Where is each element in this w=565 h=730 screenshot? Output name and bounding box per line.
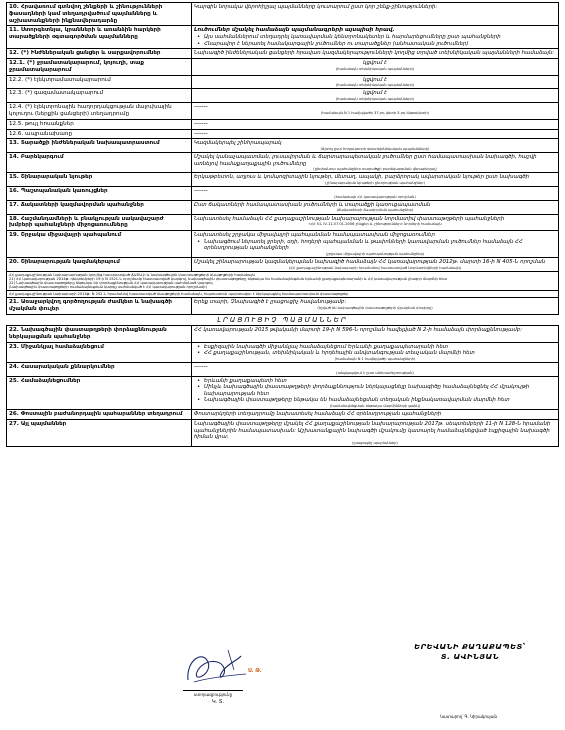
bullet-item: • ՀՀ քաղաքաշինության, տեխնիկական և հրդեհային անվտանգության տեսչական մարմնի հետ [194,350,556,357]
value-text: Երկաթբետոն, աղյուս և կոմպոզիտային նյութեր, մետաղ, ապակի, բարձրորակ ավարտական նյութեր ըստ նախագծի [194,174,530,181]
value-note: (ճշտել ըստ հողակտորի գեոտեխնիկական պայմանների) [320,146,430,151]
conditions-table [6,2,559,447]
extra-conditions-rows [7,326,559,447]
section-title-row [7,315,559,326]
legal-note: 22) Նախագծային փաստաթղթերը ենթակա են փորձաքննության ՀՀ կառավարության սահմանած կարգով [9,281,213,286]
row-label: 26. Փոստային բաժանորդային պահարաններ տեղադրում [7,410,192,420]
value-note: (անցկացվում է ըստ անհրաժեշտության) [336,370,414,375]
table-row [7,26,559,49]
table-row [7,362,559,376]
value-text: Փոստարկղերի տեղադրումը նախատեսել համաձայն ՀՀ օրենսդրության պահանջների [194,411,442,418]
value-note: «ՀՀ ՇՆ IV-11.07.01-2006 շենքեր և շինություններ» նորմերի համաձայն [308,222,442,227]
value-note: (լրացուցիչ պայմաններ) [352,440,398,445]
section-title: ԼՐԱՑՈՒՑԻՉ ՊԱՅՄԱՆՆԵՐ [7,315,559,326]
row-value [192,326,559,343]
value-text: Մշակել շինարարության կազմակերպման նախագիծ համաձայն ՀՀ կառավարության 2012թ. մարտի 16-ի N 405-Ն որոշման [194,259,546,266]
value-text: Նախատեսել շրջակա միջավայրի պահպանման համապատասխան միջոցառումներ [194,232,435,239]
bullet-item: • Նախագծային փաստաթղթերը ենթակա են համաձայնեցման տեղական ինքնակառավարման մարմնի հետ [194,397,556,404]
row-label: 22. Նախագծային փաստաթղթերի փորձաքննության ներկայացման պահանջներ [7,326,192,343]
table-row [7,200,559,214]
table-row [7,342,559,362]
value-text: ------- [194,120,208,127]
row-label: 24. Հասարակական քննարկումներ [7,362,192,376]
table-row [7,103,559,120]
value-note: (համաձայն N 1 հավելվածի 37-րդ կետի 3-րդ ենթակետի) [320,110,430,115]
row-value [192,258,559,272]
table-row [7,153,559,173]
row-label: 21. Առաջարկվող գործողության ժամկետ և նախագծի մշակման փուլեր [7,298,192,315]
row-value [192,231,559,258]
value-text: Կարգին նորակա վերոհիշյալ պայմանները կուտարում ըստ կոր շենք-շինությունների: [194,4,438,10]
row-value [192,420,559,447]
value-title: Լուծումներ մշակել համաձայն պայմանագրերի այսպիսի հրավ. [194,27,395,34]
row-value [192,49,559,59]
value-note: (համաձայն տեխնիկական պայմանների) [335,66,415,71]
row-label: 12.1. (*) ջրամատակարարում, կոյուղի, տաք ջրամատակարարում [7,59,192,76]
row-value [192,139,559,153]
bullet-item: • Մինչև նախագծային փաստաթղթերի փորձաքննություն ներկայացնելը նախագիծը համաձայնեցնել ՀՀ մշակույթի նախարարության հետ [194,384,556,397]
signature-mark-icon [128,640,258,695]
row-label: 15. Շինարարական նյութեր [7,173,192,187]
value-text: ------- [194,104,208,111]
bullet-item: • Հնարավոր է ներառել համակարգային լուծումներ ու տարածքներ (անհատական լուծումներ) [194,41,556,48]
row-label: 17. Ճակատների կազմավորման պահանջներ [7,200,192,214]
row-label: 12.4. (*) էլեկտրոնային հաղորդակցության մալուխային կոյուղու (ներքին ցանցերի) տեղադրումը [7,103,192,120]
value-text: Նախատեսել համաձայն ՀՀ քաղաքաշինության նախարարության նորմատիվ փաստաթղթերի պահանջների [194,215,505,222]
table-row [7,173,559,187]
note-row [7,271,559,291]
row-value [192,298,559,315]
row-value [192,75,559,89]
row-label: 20. Շինարարության կազմակերպում [7,258,192,272]
table-row [7,59,559,76]
table-row [7,420,559,447]
legal-note: 21) ՀՀ կառավարության 2014թ. դեկտեմբերի 19-ի N 1521-Ն որոշմամբ հաստատված կարգով, նախագծային փաստաթղթերը ենթակա են համաձայնեցման Երևանի քաղաքապետարանի և ՀՀ կառավարության լիազոր մարմնի հետ [9,276,448,281]
mayor-title-line: ԵՐԵՎԱՆԻ ՔԱՂԱՔԱՊԵՏ՝ [414,642,526,651]
full-width-notes [7,271,559,291]
value-note: (համաձայն տեխնիկական պայմանների) [335,96,415,101]
value-text: ՀՀ կառավարության 2015 թվականի մարտի 19-ի N 596-Ն որոշման հավելված N 2-ի համաձայն փորձաքննությամբ: [194,327,523,334]
row-value [192,153,559,173]
row-label: 12.5. թույլ հոսանքներ [7,119,192,129]
row-value [192,3,559,26]
value-note: (ընդհանուր պահանջներ տարածքի բարեկարգման վերաբերյալ) [313,167,437,172]
prepared-by: Կատարող՝ Գ. Կիրակոսյան [440,714,498,719]
bullet-item: • Այս սահմաններում տեղադրել կառավարման կենտրոնակետեր և հարմարեցումները ըստ պահանջների [194,34,556,41]
table-row [7,214,559,231]
bullet-item: • Էսքիզային նախագծի միջանկյալ համաձայնեցում Երևանի քաղաքապետարանի հետ [194,344,556,351]
row-value [192,362,559,376]
row-label: 10. Հրավառում գտնվող շենքերի և շինությունների ֆասադների կամ տեղադրվածում պայմանները և աշխատանքների ինքնավերադարձը [7,3,192,26]
value-text: կցվում է [363,60,387,67]
table-row [7,129,559,139]
row-value [192,89,559,103]
value-text: Երեք տարի, Չնախագիծ է լրացուցիչ հավանությամբ: [194,299,347,306]
value-note: (նշված են նախագծային փաստաթղթերի մշակման փուլերը) [317,306,433,310]
value-note: (համաձայն ՀՀ կառավարության որոշման) [334,194,416,199]
row-label: 19. Շրջակա միջավայրի պահպանում [7,231,192,258]
value-text: Կազմակերպել շինհրապարակ [194,140,282,147]
row-label: 12.6. ապրանախառը [7,129,192,139]
row-value [192,214,559,231]
row-value [192,200,559,214]
table-row [7,187,559,201]
value-note: (համաձայն N 1 հավելվածի պահանջների) [334,356,416,361]
row-value [192,376,559,410]
value-note: (համաձայն տեխնիկական պայմանների) [335,83,415,88]
mayor-name: Տ. ԱՎԻՆՅԱՆ [440,651,500,661]
row-label: 12. (*) Ինժեներական ցանցեր և սարքավորումներ [7,49,192,59]
form-note: ՀՀ քաղաքաշինության նախարարի 2014թ. N 252-Ն հրամանով հաստատված ձևաթղթերի համաձայն, հայտատուն պարտավոր է ներկայացնել համապատասխան փաստաթղթեր [7,291,559,298]
table-row [7,119,559,129]
table-row [7,258,559,272]
document-body [6,2,559,447]
table-row [7,89,559,103]
legal-note: (նախագծային փաստաթղթերի համաձայնեցման կարգը սահմանված է ՀՀ կառավարության որոշմամբ) [9,285,207,290]
row-value [192,410,559,420]
value-note: (համաձայնեցման ենթակա մարմինների ցանկ) [329,404,421,409]
table-row [7,3,559,26]
row-value [192,59,559,76]
value-text: ------- [194,188,208,195]
bullet-item: • Երևանի քաղաքապետի հետ [194,378,556,385]
table-row [7,75,559,89]
row-value [192,26,559,49]
row-label: 14. Բարեկարգում [7,153,192,173]
value-note: (ՀՀ քաղաքաշինության նախարարի հրամանով հաստատված նորմատիվների համաձայն) [288,265,462,270]
value-text: Նախագիծ ինժեներական ցանցերի հրավառ կազմակերպությունների կողմից տրված տեխնիկական պայմանների համաձայն: [194,50,555,57]
note-row [7,291,559,298]
row-label: 27. Այլ պայմաններ [7,420,192,447]
table-row [7,326,559,343]
table-row [7,410,559,420]
table-row [7,376,559,410]
row-value [192,187,559,201]
stamp-mark: Ս. Թ. [248,668,262,674]
seal-place: Կ. Տ. [212,699,224,705]
bullet-item: • Նախագծում ներառել ջրերի, օդի, հողերի պահպանման և թափոնների կառավարման լուծումներ համաձայն ՀՀ օրենսդրության պահանջների [194,239,556,252]
value-text: Նախագծային փաստաթղթերը մշակել ՀՀ քաղաքաշինության նախարարության 2017թ. սեպտեմբերի 11-ի N 128-Ն հրամանի պահանջներին համապատասխան: Աշխատանքային նախագծի մշակումը կատարել համաձայնեցված էսքիզային նախագծի հիման վրա: [194,421,551,441]
signature-block [0,640,565,730]
row-value [192,173,559,187]
row-label: 11. Ստորգետնյա, կրանների և առանձին հարկերի տարածքների օգտագործման պայմանները [7,26,192,49]
conditions-rows [7,3,559,315]
value-text: ------- [194,130,208,137]
row-label: 12.3. (*) գազամատակարարում [7,89,192,103]
row-label: 12.2. (*) էլեկտրամատակարարում [7,75,192,89]
row-value [192,103,559,120]
legal-note: ՀՀ քաղաքաշինության նախարարության կողմից հաստատված ՃԱՏԱ-ի և նախագծային փաստաթղթերի ձևաթղթերի համաձայն [9,272,255,277]
row-value [192,119,559,129]
value-text: ------- [194,363,208,370]
row-label: 23. Միջանկյալ համաձայնեցում [7,342,192,362]
row-label: 16. Պաշտպանական կառույցներ [7,187,192,201]
row-value [192,342,559,362]
row-label: 18. Հաշմանդամների և բնակչության սակավաշարժ խմբերի պահանջների միջոցառումները [7,214,192,231]
value-note: (ճակատների ձևավորման պահանջներ) [336,208,414,213]
value-text: Մշակել կանաչապատման, լուսավորման և ճարտարապետական լուծումներ ըստ համապատասխան նախագծի, հաշվի առնելով համաքաղաքային լուծումները [194,154,537,167]
value-text: կցվում է [363,90,387,97]
table-row [7,49,559,59]
value-note: (շրջակա միջավայրի պահպանության պահանջներ) [325,251,425,256]
table-row [7,231,559,258]
row-label: 13. Տարածքի ինժեներական նախապատրաստում [7,139,192,153]
table-row [7,298,559,315]
row-value [192,129,559,139]
value-text: կցվում է [363,76,387,83]
mayor-title [395,642,545,662]
value-text: Ըստ ճակատների համապատասխան լուծումների և տարածքի կառուցապատման [194,201,431,208]
value-note: (շինարարական նյութերի ընտրության պահանջներ) [325,180,425,185]
row-label: 25. Համաձայնեցումներ [7,376,192,410]
table-row [7,139,559,153]
signature-caption: ստորագրությունը [183,690,243,697]
